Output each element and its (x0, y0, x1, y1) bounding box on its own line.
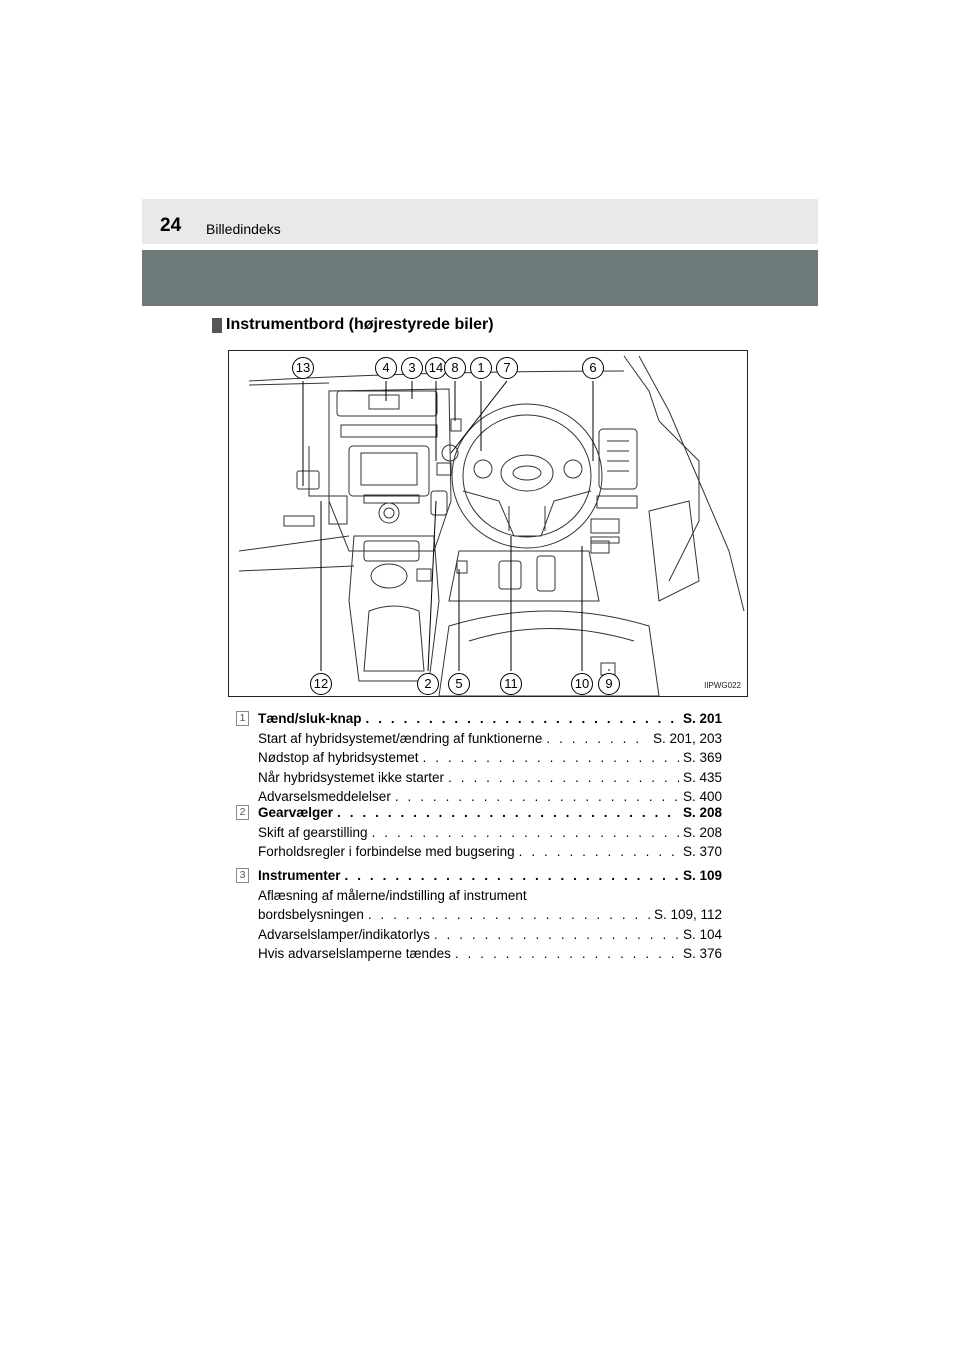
entry-item-label: Nødstop af hybridsystemet (258, 750, 419, 765)
heading-square-icon (212, 318, 222, 333)
leader-dots (546, 729, 649, 749)
entry-item-text: Aflæsning af målerne/indstilling af instrument (258, 887, 527, 903)
entry-item-row[interactable] (258, 768, 722, 788)
entry-page-ref: S. 208 (682, 805, 722, 820)
page-number: 24 (160, 215, 182, 236)
callout-top-4: 8 (444, 357, 466, 379)
entry-item-label: Når hybridsystemet ikke starter (258, 769, 445, 785)
callout-bottom-2: 5 (448, 673, 470, 695)
entry-item-ref: S. 435 (682, 769, 722, 785)
callout-top-7: 6 (582, 357, 604, 379)
entry-item-label: Advarselsmeddelelser (258, 789, 391, 804)
callout-top-3: 14 (425, 357, 447, 379)
leader-dots (368, 905, 650, 925)
entry-item-label: bordsbelysningen (258, 907, 364, 922)
callout-bottom-1: 2 (417, 673, 439, 695)
entry-item-label: Advarselslamper/indikatorlys (258, 926, 430, 942)
entry-number-badge: 3 (236, 868, 249, 883)
entry-item-row[interactable] (258, 944, 722, 964)
callout-bottom-5: 9 (598, 673, 620, 695)
entry-item-ref: S. 201, 203 (652, 730, 722, 746)
callout-top-1: 4 (375, 357, 397, 379)
entry-item-label: Forholdsregler i forbindelse med bugsering (258, 844, 515, 859)
entry-item-ref: S. 369 (682, 750, 722, 765)
dashboard-drawing (229, 351, 748, 697)
leader-dots (345, 866, 679, 886)
entry-item-label: Skift af gearstilling (258, 824, 368, 840)
entry-item-ref: S. 370 (682, 844, 722, 859)
header-title: Billedindeks (206, 221, 281, 237)
entry-title-row[interactable] (258, 866, 722, 886)
section-heading (212, 316, 494, 334)
callout-top-5: 1 (470, 357, 492, 379)
leader-dots (434, 925, 679, 945)
entry-number-badge: 2 (236, 805, 249, 820)
entry-item-row[interactable] (258, 925, 722, 945)
entry-item-label: Hvis advarselslamperne tændes (258, 946, 451, 961)
leader-dots (423, 748, 679, 768)
leader-dots (448, 768, 679, 788)
entry-page-ref: S. 109 (682, 868, 722, 883)
dashboard-illustration (228, 350, 748, 697)
entry-item-row[interactable] (258, 823, 722, 843)
index-entry-3 (236, 866, 722, 964)
entry-title: Gearvælger (258, 805, 334, 820)
entry-number-badge: 1 (236, 711, 249, 726)
leader-dots (366, 709, 679, 729)
entry-title: Instrumenter (258, 868, 341, 883)
entry-item-row[interactable] (258, 842, 722, 862)
callout-top-0: 13 (292, 357, 314, 379)
leader-dots (455, 944, 679, 964)
index-entry-1 (236, 709, 722, 807)
entry-item-ref: S. 104 (682, 926, 722, 942)
figure-code: IIPWG022 (704, 681, 741, 690)
callout-bottom-4: 10 (571, 673, 593, 695)
leader-dots (519, 842, 679, 862)
leader-dots (337, 803, 679, 823)
entry-title-row[interactable] (258, 803, 722, 823)
section-heading-text: Instrumentbord (højrestyrede biler) (226, 316, 494, 333)
entry-item-ref: S. 376 (682, 946, 722, 961)
entry-title: Tænd/sluk-knap (258, 711, 362, 726)
leader-dots (372, 823, 679, 843)
entry-item-label: Start af hybridsystemet/ændring af funktionerne (258, 730, 543, 746)
entry-item-row[interactable] (258, 905, 722, 925)
entry-item-row[interactable] (258, 748, 722, 768)
callout-bottom-0: 12 (310, 673, 332, 695)
entry-item-ref: S. 208 (682, 824, 722, 840)
entry-title-row[interactable] (258, 709, 722, 729)
callout-bottom-3: 11 (500, 673, 522, 695)
entry-item-ref: S. 109, 112 (653, 907, 722, 922)
callout-top-6: 7 (496, 357, 518, 379)
entry-item-ref: S. 400 (682, 789, 722, 804)
index-entry-2 (236, 803, 722, 862)
callout-top-2: 3 (401, 357, 423, 379)
entry-page-ref: S. 201 (682, 711, 722, 726)
section-band (142, 250, 818, 306)
entry-item-row[interactable] (258, 729, 722, 749)
